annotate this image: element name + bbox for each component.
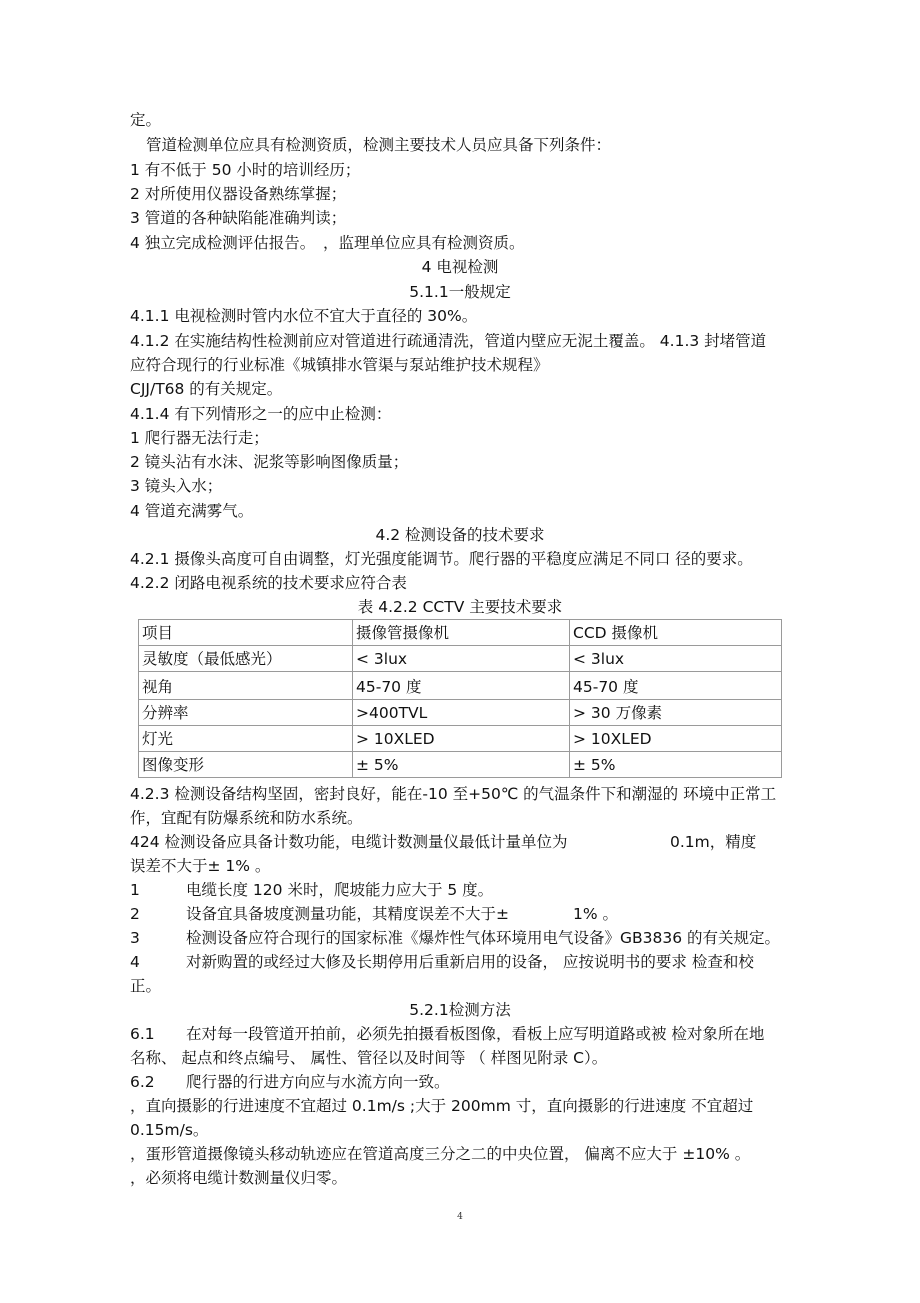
text-line: 4.1.1 电视检测时管内水位不宜大于直径的 30%。 — [130, 307, 478, 325]
text-line: 0.1m，精度 — [670, 833, 757, 851]
text-line: CJJ/T68 的有关规定。 — [130, 380, 283, 398]
list-item: 1 有不低于 50 小时的培训经历； — [130, 161, 361, 179]
text-line: 4.1.2 在实施结构性检测前应对管道进行疏通清洗，管道内壁应无泥土覆盖。 4.1.3 封堵管道 — [130, 332, 767, 350]
table-cell: 45-70 度 — [570, 672, 782, 700]
text-line: 应符合现行的行业标准《城镇排水管渠与泵站维护技术规程》 — [130, 356, 549, 374]
list-number: 6.1 — [130, 1025, 155, 1043]
table-cell: > 10XLED — [570, 726, 782, 752]
list-number: 4 — [130, 953, 140, 971]
table-cell: ± 5% — [570, 752, 782, 778]
list-item: 设备宜具备坡度测量功能，其精度误差不大于± — [186, 905, 509, 923]
list-item: 1 爬行器无法行走； — [130, 429, 269, 447]
text-line: 定。 — [130, 111, 162, 129]
text-line: ，必须将电缆计数测量仪归零。 — [130, 1169, 348, 1187]
text-line: 4.2.2 闭路电视系统的技术要求应符合表 — [130, 574, 407, 592]
text-line: ，蛋形管道摄像镜头移动轨迹应在管道高度三分之二的中央位置， 偏离不应大于 ±10% 。 — [130, 1145, 751, 1163]
text-line: ，直向摄影的行进速度不宜超过 0.1m/s ;大于 200mm 寸，直向摄影的行进速度 不宜超过 — [130, 1097, 754, 1115]
text-line: 4.2.3 检测设备结构坚固，密封良好，能在-10 至+50℃ 的气温条件下和潮湿的 环境中正常工 — [130, 785, 777, 803]
section-heading: 5.2.1检测方法 — [409, 1001, 511, 1019]
list-number: 6.2 — [130, 1073, 155, 1091]
table-cell: < 3lux — [570, 646, 782, 672]
list-item: 3 管道的各种缺陷能准确判读； — [130, 209, 347, 227]
list-number: 2 — [130, 905, 140, 923]
table-header-cell: 项目 — [139, 620, 353, 646]
list-item: 电缆长度 120 米时，爬坡能力应大于 5 度。 — [186, 881, 494, 899]
list-number: 3 — [130, 929, 140, 947]
section-heading: 4.2 检测设备的技术要求 — [375, 526, 545, 544]
text-line: 作，宜配有防爆系统和防水系统。 — [130, 809, 363, 827]
table-caption: 表 4.2.2 CCTV 主要技术要求 — [357, 598, 563, 616]
list-item: 对新购置的或经过大修及长期停用后重新启用的设备， 应按说明书的要求 检查和校 — [186, 953, 754, 971]
list-item: 爬行器的行进方向应与水流方向一致。 — [186, 1073, 450, 1091]
table-cell: > 10XLED — [353, 726, 570, 752]
table-row — [139, 752, 782, 778]
table-cell: 视角 — [139, 672, 353, 700]
text-line: 4.2.1 摄像头高度可自由调整，灯光强度能调节。爬行器的平稳度应满足不同口 径的要求。 — [130, 550, 753, 568]
list-item: 4 独立完成检测评估报告。 ，监理单位应具有检测资质。 — [130, 234, 525, 252]
list-item: 2 镜头沾有水沫、泥浆等影响图像质量； — [130, 453, 409, 471]
list-item: 检测设备应符合现行的国家标准《爆炸性气体环境用电气设备》GB3836 的有关规定。 — [186, 929, 781, 947]
table-cell: >400TVL — [353, 700, 570, 726]
page-number: 4 — [457, 1212, 463, 1222]
table-row — [139, 700, 782, 726]
table-row — [139, 672, 782, 700]
section-heading: 5.1.1一般规定 — [409, 283, 511, 301]
list-item: 2 对所使用仪器设备熟练掌握； — [130, 185, 347, 203]
table-row — [139, 646, 782, 672]
list-item: 在对每一段管道开拍前，必须先拍摄看板图像，看板上应写明道路或被 检对象所在地 — [186, 1025, 765, 1043]
text-line: 424 检测设备应具备计数功能，电缆计数测量仪最低计量单位为 — [130, 833, 568, 851]
table-cell: ± 5% — [353, 752, 570, 778]
list-item: 4 管道充满雾气。 — [130, 502, 254, 520]
section-heading: 4 电视检测 — [421, 258, 499, 276]
list-item: 3 镜头入水； — [130, 477, 223, 495]
list-item: 1% 。 — [573, 905, 619, 923]
text-line: 正。 — [130, 977, 162, 995]
table-cell: < 3lux — [353, 646, 570, 672]
cctv-spec-table — [138, 619, 782, 778]
list-number: 1 — [130, 881, 140, 899]
table-header-cell: 摄像管摄像机 — [353, 620, 570, 646]
text-line: 0.15m/s。 — [130, 1121, 209, 1139]
table-cell: 灵敏度（最低感光） — [139, 646, 353, 672]
table-cell: 45-70 度 — [353, 672, 570, 700]
text-line: 名称、 起点和终点编号、 属性、管径以及时间等 （ 样图见附录 C）。 — [130, 1049, 608, 1067]
table-header-cell: CCD 摄像机 — [570, 620, 782, 646]
table-row — [139, 726, 782, 752]
text-line: 4.1.4 有下列情形之一的应中止检测： — [130, 405, 392, 423]
table-cell: 分辨率 — [139, 700, 353, 726]
text-line: 管道检测单位应具有检测资质，检测主要技术人员应具备下列条件： — [146, 136, 612, 154]
table-cell: 图像变形 — [139, 752, 353, 778]
table-header-row — [139, 620, 782, 646]
table-cell: 灯光 — [139, 726, 353, 752]
text-line: 误差不大于± 1% 。 — [130, 857, 271, 875]
table-cell: > 30 万像素 — [570, 700, 782, 726]
